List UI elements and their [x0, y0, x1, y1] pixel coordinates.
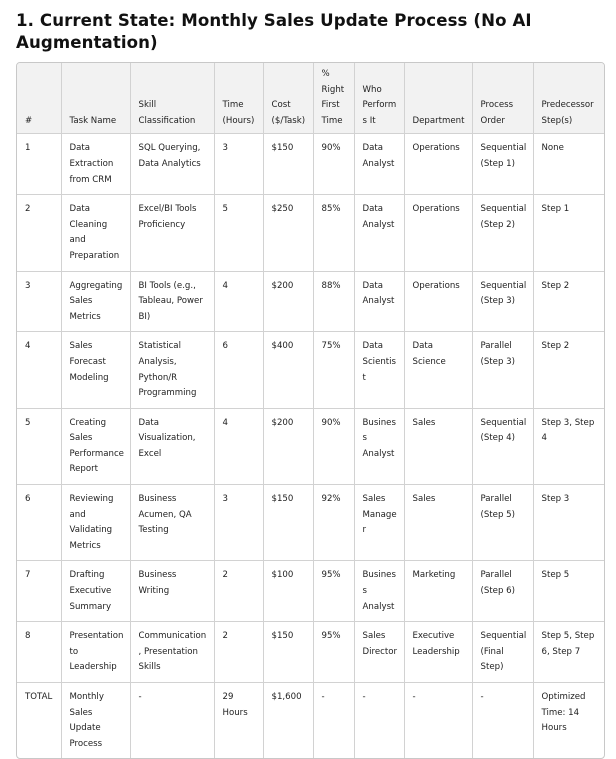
process-table: [17, 63, 604, 758]
table-cell: Data Cleaning and Preparation: [61, 195, 130, 271]
table-cell: 90%: [313, 408, 354, 484]
table-cell: $250: [263, 195, 313, 271]
table-cell: Step 3: [533, 485, 604, 561]
table-cell: 3: [214, 485, 263, 561]
table-cell: $150: [263, 485, 313, 561]
table-cell: Parallel (Step 6): [472, 561, 533, 622]
table-cell: Sequential (Step 2): [472, 195, 533, 271]
table-cell: Creating Sales Performance Report: [61, 408, 130, 484]
table-cell: Business Analyst: [354, 561, 404, 622]
table-cell: Operations: [404, 195, 472, 271]
table-cell: Sales: [404, 485, 472, 561]
table-cell: $200: [263, 271, 313, 332]
table-cell: 90%: [313, 134, 354, 195]
table-row: [17, 622, 604, 683]
table-cell: 95%: [313, 561, 354, 622]
table-cell: $150: [263, 622, 313, 683]
column-header: Predecessor Step(s): [533, 63, 604, 134]
table-cell: 2: [214, 561, 263, 622]
table-cell: TOTAL: [17, 683, 61, 759]
table-cell: $400: [263, 332, 313, 408]
table-cell: $150: [263, 134, 313, 195]
table-cell: 95%: [313, 622, 354, 683]
table-cell: Business Acumen, QA Testing: [130, 485, 214, 561]
table-cell: 7: [17, 561, 61, 622]
table-cell: Sequential (Step 3): [472, 271, 533, 332]
table-cell: Data Visualization, Excel: [130, 408, 214, 484]
table-cell: Step 5, Step 6, Step 7: [533, 622, 604, 683]
column-header: Who Performs It: [354, 63, 404, 134]
table-row: [17, 485, 604, 561]
table-cell: 6: [214, 332, 263, 408]
table-cell: Sequential (Step 1): [472, 134, 533, 195]
table-cell: Business Writing: [130, 561, 214, 622]
header-row: [17, 63, 604, 134]
table-cell: Data Extraction from CRM: [61, 134, 130, 195]
table-cell: Data Analyst: [354, 134, 404, 195]
table-cell: Presentation to Leadership: [61, 622, 130, 683]
table-cell: SQL Querying, Data Analytics: [130, 134, 214, 195]
table-cell: 2: [214, 622, 263, 683]
table-cell: $200: [263, 408, 313, 484]
table-cell: Excel/BI Tools Proficiency: [130, 195, 214, 271]
table-cell: Operations: [404, 134, 472, 195]
table-cell: Communication, Presentation Skills: [130, 622, 214, 683]
table-cell: 8: [17, 622, 61, 683]
table-cell: 4: [214, 408, 263, 484]
table-cell: 29 Hours: [214, 683, 263, 759]
table-cell: Data Analyst: [354, 195, 404, 271]
table-cell: Step 2: [533, 271, 604, 332]
page-title: 1. Current State: Monthly Sales Update Process (No AI Augmentation): [16, 11, 532, 52]
table-cell: 3: [214, 134, 263, 195]
table-cell: Parallel (Step 5): [472, 485, 533, 561]
table-cell: Sales: [404, 408, 472, 484]
table-cell: Executive Leadership: [404, 622, 472, 683]
column-header: Process Order: [472, 63, 533, 134]
table-cell: Data Scientist: [354, 332, 404, 408]
table-cell: Sequential (Step 4): [472, 408, 533, 484]
process-table-container: [16, 62, 605, 759]
table-cell: Business Analyst: [354, 408, 404, 484]
table-cell: Sales Director: [354, 622, 404, 683]
table-cell: 2: [17, 195, 61, 271]
table-cell: -: [472, 683, 533, 759]
table-cell: -: [354, 683, 404, 759]
table-cell: 3: [17, 271, 61, 332]
column-header: Time (Hours): [214, 63, 263, 134]
column-header: % Right First Time: [313, 63, 354, 134]
table-cell: Sales Manager: [354, 485, 404, 561]
table-cell: 88%: [313, 271, 354, 332]
table-cell: Step 5: [533, 561, 604, 622]
table-cell: Sequential (Final Step): [472, 622, 533, 683]
table-row: [17, 271, 604, 332]
table-cell: BI Tools (e.g., Tableau, Power BI): [130, 271, 214, 332]
table-cell: 6: [17, 485, 61, 561]
table-cell: 5: [214, 195, 263, 271]
table-cell: -: [130, 683, 214, 759]
table-cell: Reviewing and Validating Metrics: [61, 485, 130, 561]
table-cell: Optimized Time: 14 Hours: [533, 683, 604, 759]
table-cell: Sales Forecast Modeling: [61, 332, 130, 408]
table-cell: 1: [17, 134, 61, 195]
table-cell: Step 2: [533, 332, 604, 408]
column-header: Task Name: [61, 63, 130, 134]
table-cell: 85%: [313, 195, 354, 271]
column-header: Skill Classification: [130, 63, 214, 134]
table-cell: None: [533, 134, 604, 195]
table-row: [17, 332, 604, 408]
table-cell: -: [313, 683, 354, 759]
table-cell: Data Analyst: [354, 271, 404, 332]
table-row: [17, 561, 604, 622]
table-cell: $100: [263, 561, 313, 622]
table-row: [17, 195, 604, 271]
table-cell: Statistical Analysis, Python/R Programming: [130, 332, 214, 408]
table-row: [17, 408, 604, 484]
table-cell: Parallel (Step 3): [472, 332, 533, 408]
table-cell: 4: [214, 271, 263, 332]
table-cell: Data Science: [404, 332, 472, 408]
column-header: Department: [404, 63, 472, 134]
column-header: Cost ($/Task): [263, 63, 313, 134]
table-cell: 4: [17, 332, 61, 408]
table-cell: Step 3, Step 4: [533, 408, 604, 484]
table-cell: Operations: [404, 271, 472, 332]
column-header: #: [17, 63, 61, 134]
table-cell: Step 1: [533, 195, 604, 271]
table-cell: Drafting Executive Summary: [61, 561, 130, 622]
table-cell: Marketing: [404, 561, 472, 622]
table-cell: 5: [17, 408, 61, 484]
table-cell: Monthly Sales Update Process: [61, 683, 130, 759]
table-row: [17, 134, 604, 195]
table-cell: -: [404, 683, 472, 759]
table-cell: $1,600: [263, 683, 313, 759]
table-cell: Aggregating Sales Metrics: [61, 271, 130, 332]
table-row-total: [17, 683, 604, 759]
table-cell: 75%: [313, 332, 354, 408]
table-cell: 92%: [313, 485, 354, 561]
